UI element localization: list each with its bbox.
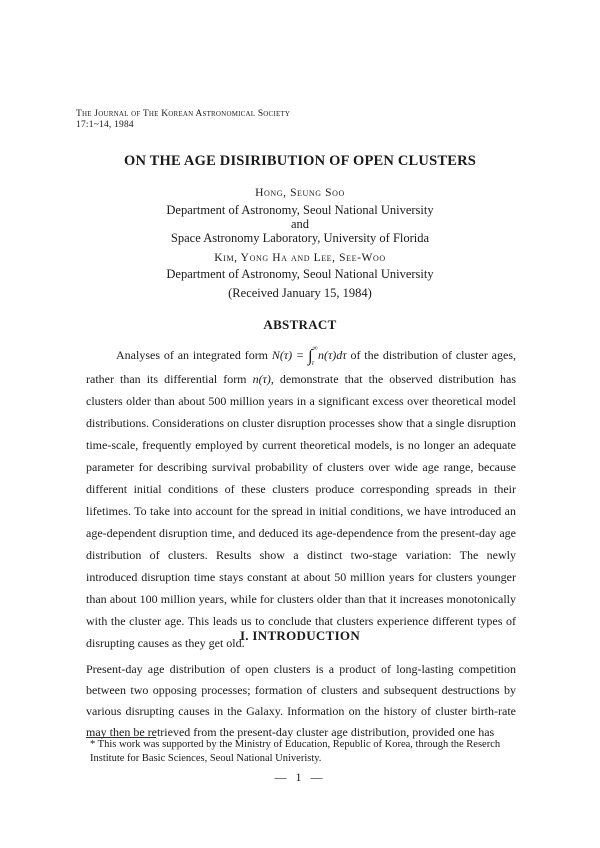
footnote: * This work was supported by the Ministry of Education, Republic of Korea, through the Reserch Institute for Basic Sciences, Seoul National Univeristy. xyxy=(90,739,501,764)
abstract-lead: Analyses of an integrated form xyxy=(116,348,272,362)
formula-lhs: N(τ) = xyxy=(271,348,308,362)
journal-header xyxy=(76,109,290,131)
differential-form: n(τ) xyxy=(252,372,271,386)
affiliation-1: Department of Astronomy, Seoul National University xyxy=(166,203,434,217)
introduction-body xyxy=(86,659,516,743)
abstract-heading: ABSTRACT xyxy=(263,317,337,332)
abstract-text-1: of the distribution of cluster ages, rather than its differential form xyxy=(86,348,517,386)
integral-lower-limit: τ xyxy=(311,359,315,367)
page-number: — 1 — xyxy=(274,770,326,784)
affiliation-1b: Space Astronomy Laboratory, University of Florida xyxy=(170,231,430,245)
abstract-body xyxy=(86,343,516,654)
integral-formula xyxy=(271,344,347,367)
integral-sign: ∫ xyxy=(307,346,313,365)
journal-volume: 17:1~14, 1984 xyxy=(76,120,134,130)
author-2: Kim, Yong Ha and Lee, See-Woo xyxy=(214,252,386,264)
abstract-paragraph xyxy=(86,343,516,654)
introduction-heading: I. INTRODUCTION xyxy=(239,628,361,643)
abstract-text-2: , demonstrate that the observed distribution has clusters older than about 500 million years in a significant excess over theoretical model distributions. Considerations on cluster disruption processes show that a single disruption time-scale, frequently employed by current theoretical models, is no longer an adequate parameter for describing survival probability of clusters over wide age range, because different initial conditions of these clusters produce corresponding spreads in their lifetimes. To take into account for the spread in initial conditions, we have introduced an age-dependent disruption time, and deduced its age-dependence from the present-day age distribution of clusters. Results show a distinct two-stage variation: The newly introduced disruption time stays constant at about 50 million years for clusters younger than about 100 million years, while for clusters older than that it increases monotonically with the cluster age. This leads us to conclude that clusters experience different types of disrupting causes as they get old. xyxy=(86,372,517,650)
integral-upper-limit: ∞ xyxy=(312,344,318,352)
formula-integrand: n(τ)dτ xyxy=(318,348,347,362)
author-1: Hong, Seung Soo xyxy=(255,187,345,199)
journal-name: The Journal of The Korean Astronomical Society xyxy=(76,109,291,119)
affiliation-and: and xyxy=(290,217,310,231)
paper-title: ON THE AGE DISIRIBUTION OF OPEN CLUSTERS xyxy=(123,153,477,169)
received-date: (Received January 15, 1984) xyxy=(228,286,372,300)
introduction-paragraph: Present-day age distribution of open clusters is a product of long-lasting competition between two opposing processes; formation of clusters and subsequent destructions by various disrupting causes in the Galaxy. Information on the history of cluster birth-rate may then be retrieved from the present-day cluster age distribution, provided one has xyxy=(86,662,516,739)
affiliation-2: Department of Astronomy, Seoul National University xyxy=(166,267,434,281)
